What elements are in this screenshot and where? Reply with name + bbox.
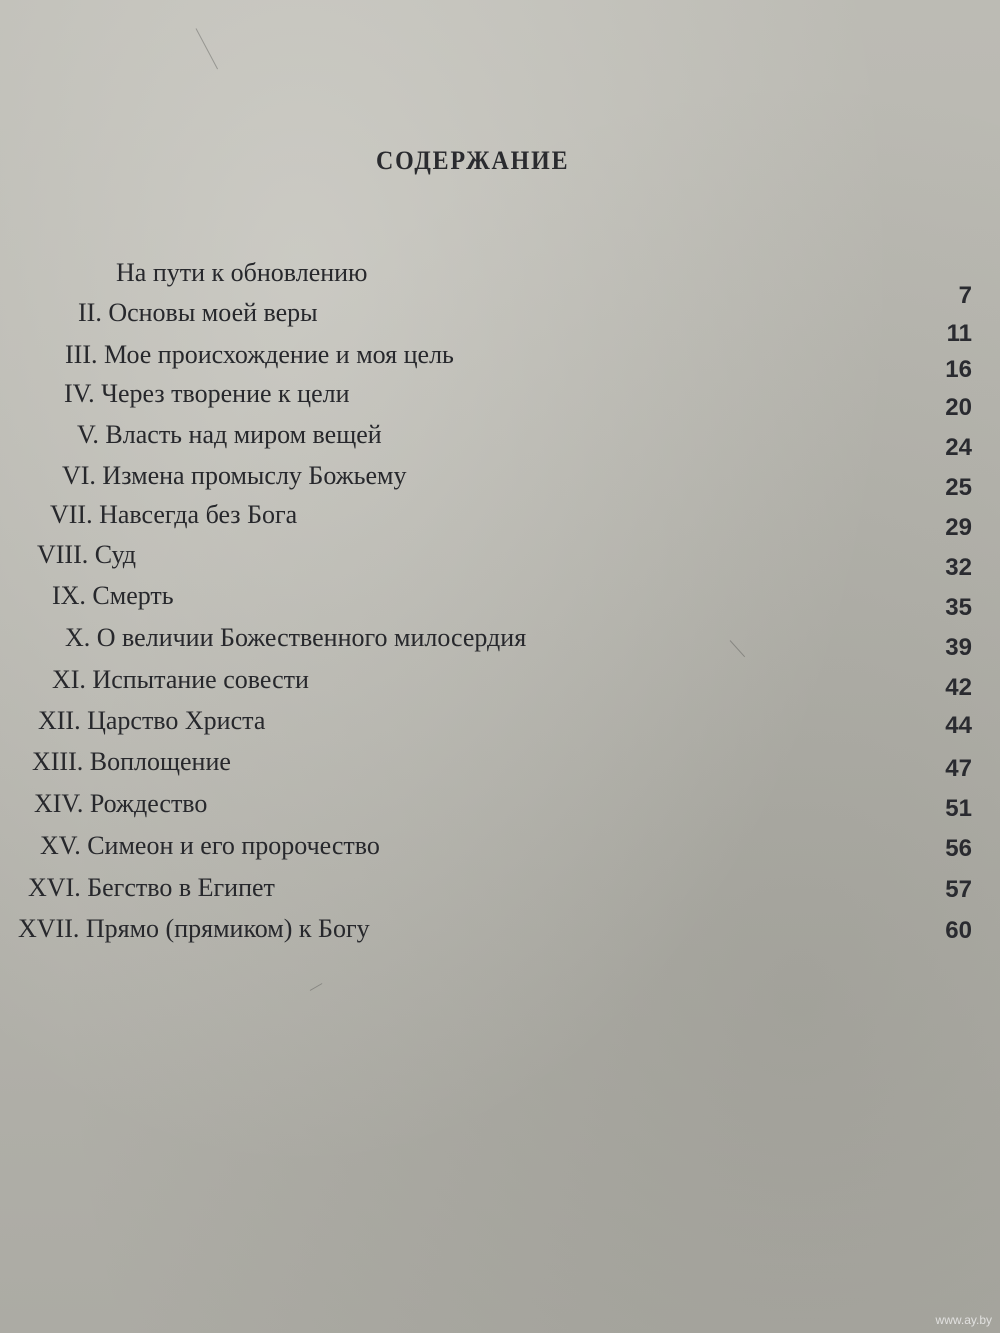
paper-scratch	[730, 640, 745, 657]
paper-scratch	[196, 28, 218, 69]
toc-entry-title: XIV. Рождество	[34, 789, 208, 818]
toc-entry-page: 7	[958, 282, 972, 309]
toc-entry-title: X. О величии Божественного милосердия	[65, 623, 527, 652]
toc-entry-page: 51	[945, 795, 972, 822]
toc-entry-page: 11	[946, 320, 972, 347]
toc-entry-title: VIII. Суд	[37, 540, 137, 569]
toc-entry-title: XVI. Бегство в Египет	[28, 873, 275, 902]
toc-entry-title: На пути к обновлению	[116, 258, 368, 287]
toc-entry-title: XIII. Воплощение	[32, 747, 231, 776]
toc-entry-title: XV. Симеон и его пророчество	[40, 831, 380, 860]
toc-entry-title: IX. Смерть	[52, 581, 174, 610]
toc-entry-page: 24	[945, 434, 972, 461]
toc-entry-title: III. Мое происхождение и моя цель	[65, 340, 454, 369]
toc-entry-title: XVII. Прямо (прямиком) к Богу	[18, 914, 370, 943]
toc-entry-page: 39	[945, 634, 972, 661]
toc-entry-title: VI. Измена промыслу Божьему	[62, 461, 407, 490]
toc-entry-page: 47	[945, 755, 972, 782]
toc-entry-page: 42	[945, 674, 972, 701]
toc-entry-page: 29	[945, 514, 972, 541]
toc-entry-page: 57	[945, 876, 972, 903]
toc-heading: СОДЕРЖАНИЕ	[376, 146, 570, 175]
toc-entry-page: 16	[945, 356, 972, 383]
toc-entry-title: V. Власть над миром вещей	[77, 420, 382, 449]
toc-entry-title: II. Основы моей веры	[78, 298, 318, 327]
toc-entry-page: 32	[945, 554, 972, 581]
toc-entry-page: 35	[945, 594, 972, 621]
toc-entry-title: IV. Через творение к цели	[64, 379, 350, 408]
toc-entry-title: XI. Испытание совести	[52, 665, 309, 694]
toc-entry-page: 44	[945, 712, 972, 739]
toc-entry-page: 25	[945, 474, 972, 501]
toc-entry-title: XII. Царство Христа	[38, 706, 266, 735]
paper-scratch	[310, 983, 323, 991]
toc-entry-page: 20	[945, 394, 972, 421]
watermark: www.ay.by	[935, 1313, 992, 1327]
toc-entry-title: VII. Навсегда без Бога	[50, 500, 298, 529]
toc-entry-page: 56	[945, 835, 972, 862]
toc-entry-page: 60	[945, 917, 972, 944]
